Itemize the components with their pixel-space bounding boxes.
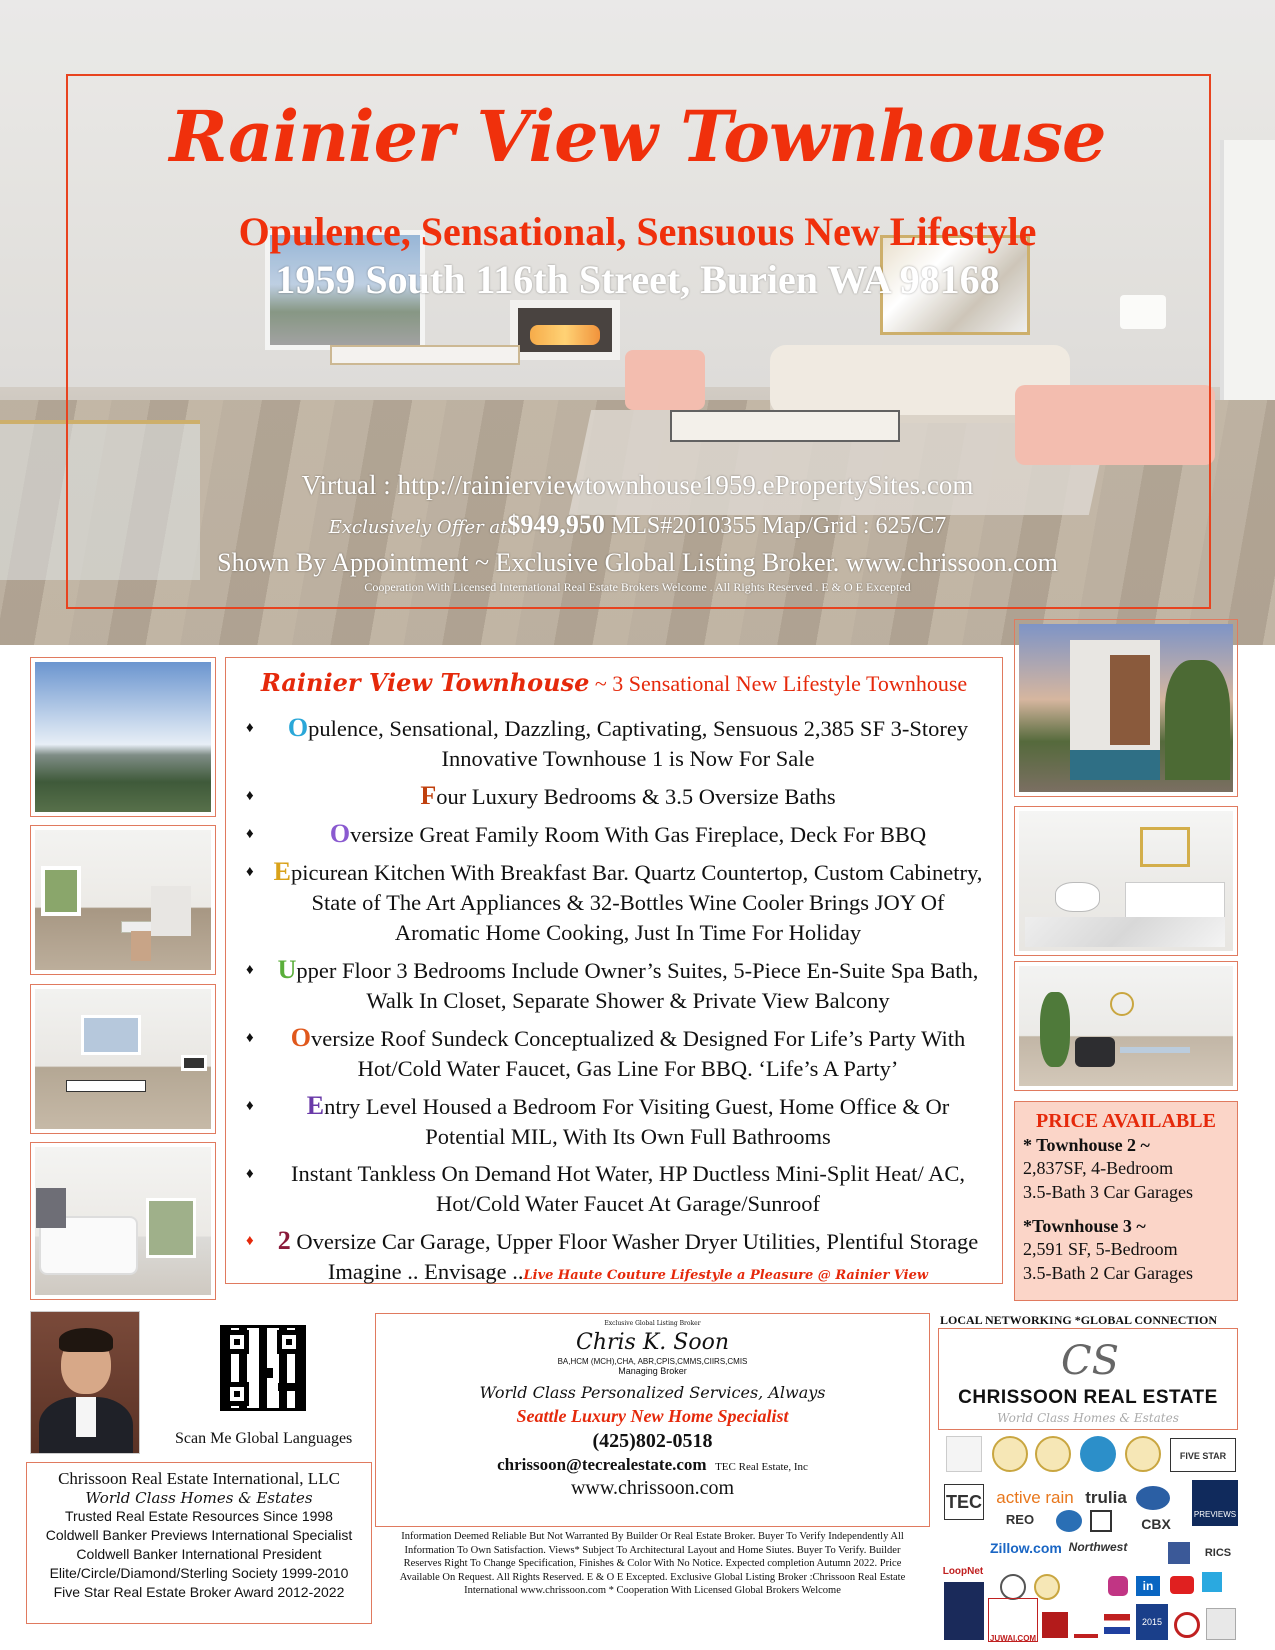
agent-email[interactable]: chrissoon@tecrealestate.com	[497, 1455, 707, 1474]
company-credential: Five Star Real Estate Broker Award 2012-2022	[53, 1584, 345, 1600]
townhouse-2-size: 2,837SF, 4-Bedroom	[1023, 1158, 1174, 1178]
five-star-badge-icon: FIVE STAR	[1170, 1438, 1236, 1472]
cooperation-note: Cooperation With Licensed International Real Estate Brokers Welcome . All Rights Reserved . E & O E Excepted	[364, 580, 911, 594]
qr-code-icon[interactable]	[220, 1325, 306, 1411]
hero-subtitle: Opulence, Sensational, Sensuous New Lifestyle	[238, 209, 1037, 254]
townhouse-2-baths: 3.5-Bath 3 Car Garages	[1023, 1182, 1193, 1202]
circle-logo-icon	[1174, 1612, 1200, 1638]
agent-specialty: Seattle Luxury New Home Specialist	[516, 1406, 789, 1426]
diamond-bullet-icon: ♦	[246, 1166, 254, 1182]
photo-exterior	[1014, 619, 1238, 797]
agent-credentials: BA,HCM (MCH),CHA, ABR,CPIS,CMMS,CIIRS,CMIS	[557, 1357, 748, 1366]
activerain-logo: active rain	[996, 1488, 1074, 1507]
townhouse-3-heading: *Townhouse 3 ~	[1023, 1216, 1146, 1236]
company-box	[26, 1462, 372, 1624]
affiliation-badges	[940, 1436, 1240, 1646]
feature-text: pper Floor 3 Bedrooms Include Owner’s Suites, 5-Piece En-Suite Spa Bath, Walk In Closet, Separate Shower & Private View Balcony	[296, 958, 979, 1013]
area-logo-icon	[1074, 1612, 1098, 1638]
diamond-bullet-icon: ♦	[246, 864, 254, 880]
diamond-bullet-icon: ♦	[246, 962, 254, 978]
hero-title: Rainier View Townhouse	[169, 95, 1106, 178]
award-seal-icon	[1035, 1436, 1071, 1472]
northwest-mls-logo: Northwest	[1068, 1540, 1128, 1554]
diamond-bullet-icon: ♦	[246, 826, 254, 842]
brokerage-name: TEC Real Estate, Inc	[715, 1461, 808, 1473]
feature-text: picurean Kitchen With Breakfast Bar. Quartz Countertop, Custom Cabinetry, State of The Art Appliances & 32-Bottles Wine Cooler Brings JOY Of Aromatic Home Cooking, Just In Time For Holiday	[290, 860, 983, 945]
feature-text: versize Roof Sundeck Conceptualized & Designed For Life’s Party With Hot/Cold Water Faucet, Gas Line For BBQ. ‘Life’s A Party’	[311, 1026, 966, 1081]
award-seal-icon	[1034, 1574, 1060, 1600]
mls-number: MLS#2010355 Map/Grid : 625/C7	[610, 513, 947, 539]
feature-item	[246, 1091, 986, 1152]
offer-prefix: Exclusively Offer at	[328, 517, 508, 538]
feature-initial: O	[329, 819, 351, 848]
features-subtitle: 3 Sensational New Lifestyle Townhouse	[612, 671, 968, 696]
photo-bathroom	[1014, 806, 1238, 956]
photo-den	[1014, 961, 1238, 1091]
agent-motto: World Class Personalized Services, Always	[479, 1383, 826, 1402]
features-box	[225, 657, 1003, 1284]
feature-initial: E	[306, 1091, 325, 1120]
agent-name: Chris K. Soon	[576, 1330, 729, 1355]
flag-icon	[1104, 1614, 1130, 1634]
photo-kitchen	[30, 825, 216, 975]
feature-item	[246, 1226, 986, 1291]
company-credential: Coldwell Banker International President	[76, 1546, 322, 1562]
linkedin-icon[interactable]: in	[1136, 1576, 1160, 1596]
award-seal-icon	[1000, 1574, 1026, 1600]
features-heading: Rainier View Townhouse ~ 3 Sensational New Lifestyle Townhouse	[260, 668, 968, 697]
award-seal-icon	[1125, 1436, 1161, 1472]
agent-website[interactable]: www.chrissoon.com	[570, 1477, 735, 1499]
photo-view	[30, 657, 216, 817]
networking-heading: LOCAL NETWORKING *GLOBAL CONNECTION	[940, 1313, 1218, 1327]
previews-logo: PREVIEWS	[1192, 1480, 1238, 1526]
feature-text: our Luxury Bedrooms & 3.5 Oversize Baths	[436, 784, 836, 809]
agent-phone[interactable]: (425)802-0518	[592, 1430, 713, 1452]
company-slogan: World Class Homes & Estates	[85, 1489, 313, 1507]
china-seal-icon	[1042, 1612, 1068, 1638]
facebook-icon[interactable]	[1168, 1542, 1190, 1564]
feature-item	[246, 819, 986, 850]
award-seal-icon	[992, 1436, 1028, 1472]
agent-portrait	[30, 1311, 140, 1454]
equal-housing-icon	[1056, 1510, 1082, 1532]
price-available-box	[1014, 1101, 1238, 1301]
feature-initial: O	[287, 713, 309, 742]
zillow-logo: Zillow.com	[990, 1540, 1062, 1556]
youtube-icon[interactable]	[1170, 1576, 1194, 1594]
member-badge-icon	[944, 1582, 984, 1640]
photo-living-room	[30, 984, 216, 1134]
tec-logo: TEC	[944, 1484, 984, 1520]
company-credential: Elite/Circle/Diamond/Sterling Society 1999-2010	[49, 1565, 349, 1581]
feature-tagline: Live Haute Couture Lifestyle a Pleasure @ Rainier View	[523, 1268, 929, 1283]
scan-me-label: Scan Me Global Languages	[175, 1430, 353, 1447]
townhouse-3-baths: 3.5-Bath 2 Car Garages	[1023, 1263, 1193, 1283]
five-star-round-icon	[1080, 1436, 1116, 1472]
price-line	[0, 510, 1275, 540]
award-plaque-icon	[1206, 1608, 1236, 1640]
company-name: Chrissoon Real Estate International, LLC	[58, 1469, 340, 1488]
feature-text: Instant Tankless On Demand Hot Water, HP Ductless Mini-Split Heat/ AC, Hot/Cold Water Faucet At Garage/Sunroof	[291, 1161, 965, 1216]
feature-text: ntry Level Housed a Bedroom For Visiting Guest, Home Office & Or Potential MIL, With Its Own Full Bathrooms	[324, 1094, 950, 1149]
disclaimer-text: Information Deemed Reliable But Not Warranted By Builder Or Real Estate Broker. Buyer To Verify Independently All Information To Own Satisfaction. Views* Subject To Architectural Layout and Home Siutes. Buyer To Verify. Builder Reserves Right To Change Specification, Finishes & Color With No Notice. Expected completion Autumn 2022. Price Available On Request. All Rights Reserved. E & O E Excepted. Exclusive Global Listing Broker :Chrissoon Real Estate International www.chrissoon.com * Cooperation With Licensed Global Brokers Welcome	[399, 1531, 906, 1596]
list-price: $949,950	[507, 510, 605, 539]
trulia-logo: trulia	[1085, 1488, 1127, 1507]
contact-box	[375, 1313, 930, 1527]
listing-broker-label: Exclusive Global Listing Broker	[604, 1320, 701, 1327]
loopnet-logo: LoopNet	[942, 1566, 984, 1577]
diamond-bullet-icon: ♦	[246, 1030, 254, 1046]
company-credential: Trusted Real Estate Resources Since 1998	[65, 1508, 333, 1524]
feature-initial: E	[273, 857, 291, 886]
diamond-bullet-icon: ♦	[246, 720, 254, 736]
feature-initial: 2	[277, 1226, 291, 1255]
year-badge: 2015	[1136, 1604, 1168, 1640]
juwai-logo: JUWAI.COM	[988, 1598, 1038, 1642]
rics-logo: RICS	[1204, 1547, 1232, 1559]
shown-by-appointment: Shown By Appointment ~ Exclusive Global Listing Broker. www.chrissoon.com	[217, 548, 1058, 577]
hero-address: 1959 South 116th Street, Burien WA 98168	[275, 257, 1000, 302]
realtor-icon	[1090, 1510, 1112, 1532]
maserati-club-icon	[946, 1436, 982, 1472]
price-heading: PRICE AVAILABLE	[1036, 1110, 1216, 1132]
agent-role: Managing Broker	[618, 1366, 687, 1376]
diamond-bullet-icon: ♦	[246, 1098, 254, 1114]
feature-item	[246, 1159, 986, 1219]
fiabci-icon	[1136, 1486, 1170, 1510]
brand-name: CHRISSOON REAL ESTATE	[958, 1387, 1218, 1408]
feature-item	[246, 781, 986, 812]
feature-initial: U	[277, 955, 297, 984]
feature-text: versize Great Family Room With Gas Fireplace, Deck For BBQ	[350, 822, 927, 847]
twitter-icon[interactable]	[1202, 1572, 1222, 1592]
brand-box	[938, 1328, 1238, 1430]
feature-item	[246, 713, 986, 774]
townhouse-3-size: 2,591 SF, 5-Bedroom	[1023, 1239, 1178, 1259]
virtual-tour-link[interactable]: Virtual : http://rainierviewtownhouse1959.ePropertySites.com	[301, 470, 974, 500]
feature-item	[246, 1023, 986, 1084]
diamond-bullet-icon: ♦	[246, 788, 254, 804]
photo-bedroom	[30, 1142, 216, 1300]
company-credential: Coldwell Banker Previews International Specialist	[45, 1527, 353, 1543]
feature-item	[246, 857, 986, 948]
feature-initial: F	[420, 781, 437, 810]
features-title: Rainier View Townhouse	[260, 668, 590, 697]
reo-logo: REO	[1005, 1512, 1035, 1527]
feature-initial: O	[290, 1023, 312, 1052]
feature-text: pulence, Sensational, Dazzling, Captivating, Sensuous 2,385 SF 3-Storey Innovative Townhouse 1 is Now For Sale	[308, 716, 969, 771]
feature-item	[246, 955, 986, 1016]
brand-slogan: World Class Homes & Estates	[997, 1411, 1179, 1425]
instagram-icon[interactable]	[1108, 1576, 1128, 1596]
chrissoon-logo: CS	[1061, 1338, 1120, 1384]
cbx-logo: CBX	[1141, 1516, 1171, 1532]
feature-text: Oversize Car Garage, Upper Floor Washer Dryer Utilities, Plentiful Storage Imagine .. Envisage ..	[290, 1229, 979, 1284]
feature-list	[246, 713, 986, 1298]
diamond-bullet-icon: ♦	[246, 1233, 254, 1249]
townhouse-2-heading: * Townhouse 2 ~	[1023, 1135, 1150, 1155]
